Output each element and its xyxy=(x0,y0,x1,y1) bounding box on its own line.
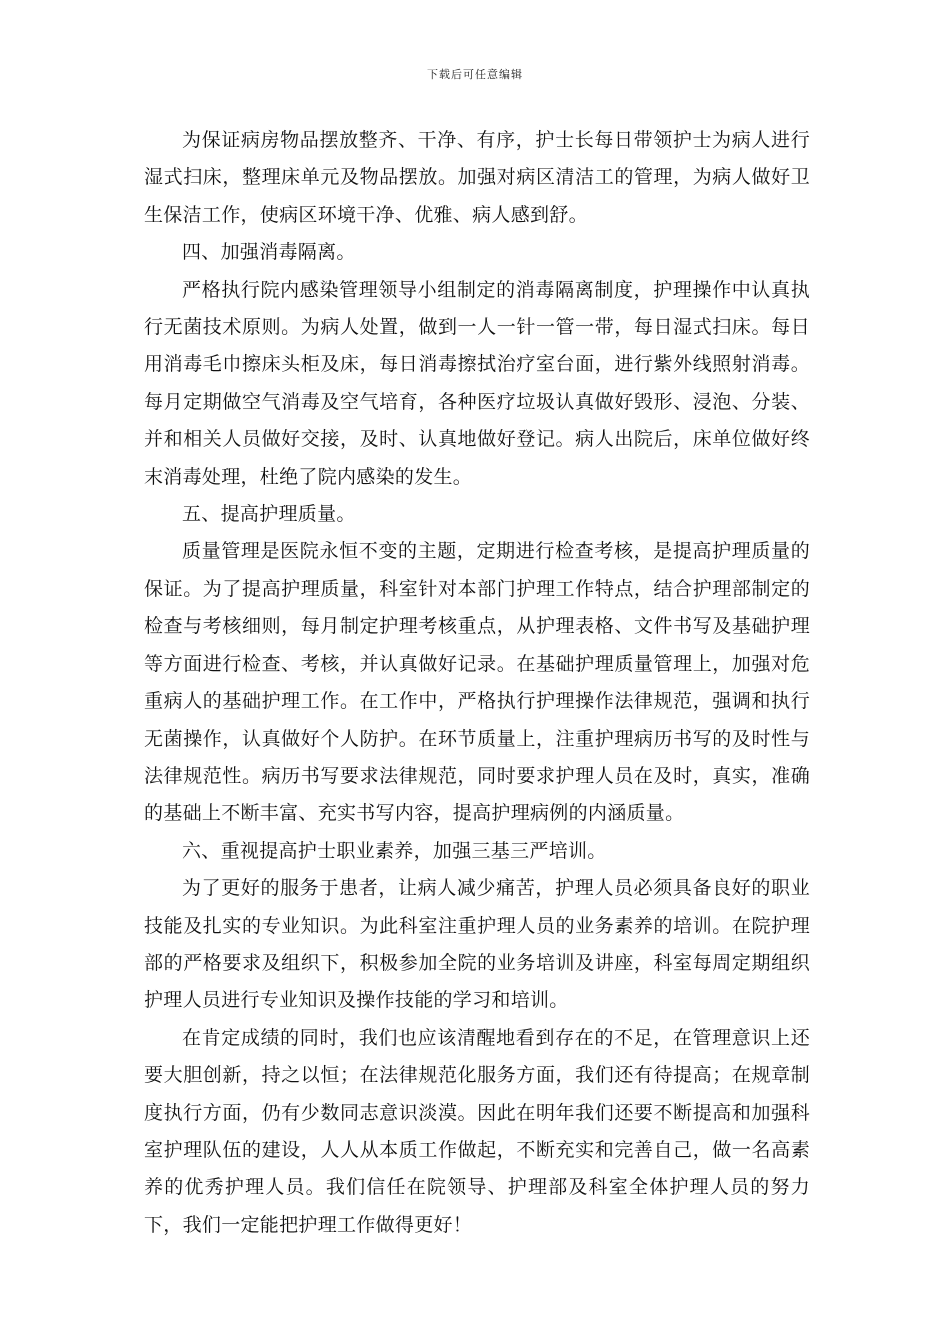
header-note: 下载后可任意编辑 xyxy=(427,68,523,81)
paragraph-quality: 质量管理是医院永恒不变的主题，定期进行检查考核，是提高护理质量的保证。为了提高护理质量，科室针对本部门护理工作特点，结合护理部制定的检查与考核细则，每月制定护理考核重点，从护理表格、文件书写及基础护理等方面进行检查、考核，并认真做好记录。在基础护理质量管理上，加强对危重病人的基础护理工作。在工作中，严格执行护理操作法律规范，强调和执行无菌操作，认真做好个人防护。在环节质量上，注重护理病历书写的及时性与法律规范性。病历书写要求法律规范，同时要求护理人员在及时，真实，准确的基础上不断丰富、充实书写内容，提高护理病例的内涵质量。 xyxy=(144,540,810,825)
paragraph-ward-cleaning: 为保证病房物品摆放整齐、干净、有序，护士长每日带领护士为病人进行湿式扫床，整理床单元及物品摆放。加强对病区清洁工的管理，为病人做好卫生保洁工作，使病区环境干净、优雅、病人感到舒。 xyxy=(144,129,810,226)
section-heading-training: 六、重视提高护士职业素养，加强三基三严培训。 xyxy=(182,839,607,862)
section-heading-quality: 五、提高护理质量。 xyxy=(182,503,356,526)
document-body xyxy=(144,122,810,1244)
paragraph-conclusion: 在肯定成绩的同时，我们也应该清醒地看到存在的不足，在管理意识上还要大胆创新，持之以恒；在法律规范化服务方面，我们还有待提高；在规章制度执行方面，仍有少数同志意识淡漠。因此在明年我们还要不断提高和加强科室护理队伍的建设，人人从本质工作做起，不断充实和完善自己，做一名高素养的优秀护理人员。我们信任在院领导、护理部及科室全体护理人员的努力下，我们一定能把护理工作做得更好！ xyxy=(144,1026,810,1236)
section-heading-disinfection: 四、加强消毒隔离。 xyxy=(182,241,356,264)
paragraph-training: 为了更好的服务于患者，让病人减少痛苦，护理人员必须具备良好的职业技能及扎实的专业知识。为此科室注重护理人员的业务素养的培训。在院护理部的严格要求及组织下，积极参加全院的业务培训及讲座，科室每周定期组织护理人员进行专业知识及操作技能的学习和培训。 xyxy=(144,877,810,1012)
paragraph-disinfection: 严格执行院内感染管理领导小组制定的消毒隔离制度，护理操作中认真执行无菌技术原则。为病人处置，做到一人一针一管一带，每日湿式扫床。每日用消毒毛巾擦床头柜及床，每日消毒擦拭治疗室台面，进行紫外线照射消毒。每月定期做空气消毒及空气培育，各种医疗垃圾认真做好毁形、浸泡、分装、并和相关人员做好交接，及时、认真地做好登记。病人出院后，床单位做好终末消毒处理，杜绝了院内感染的发生。 xyxy=(144,278,810,488)
